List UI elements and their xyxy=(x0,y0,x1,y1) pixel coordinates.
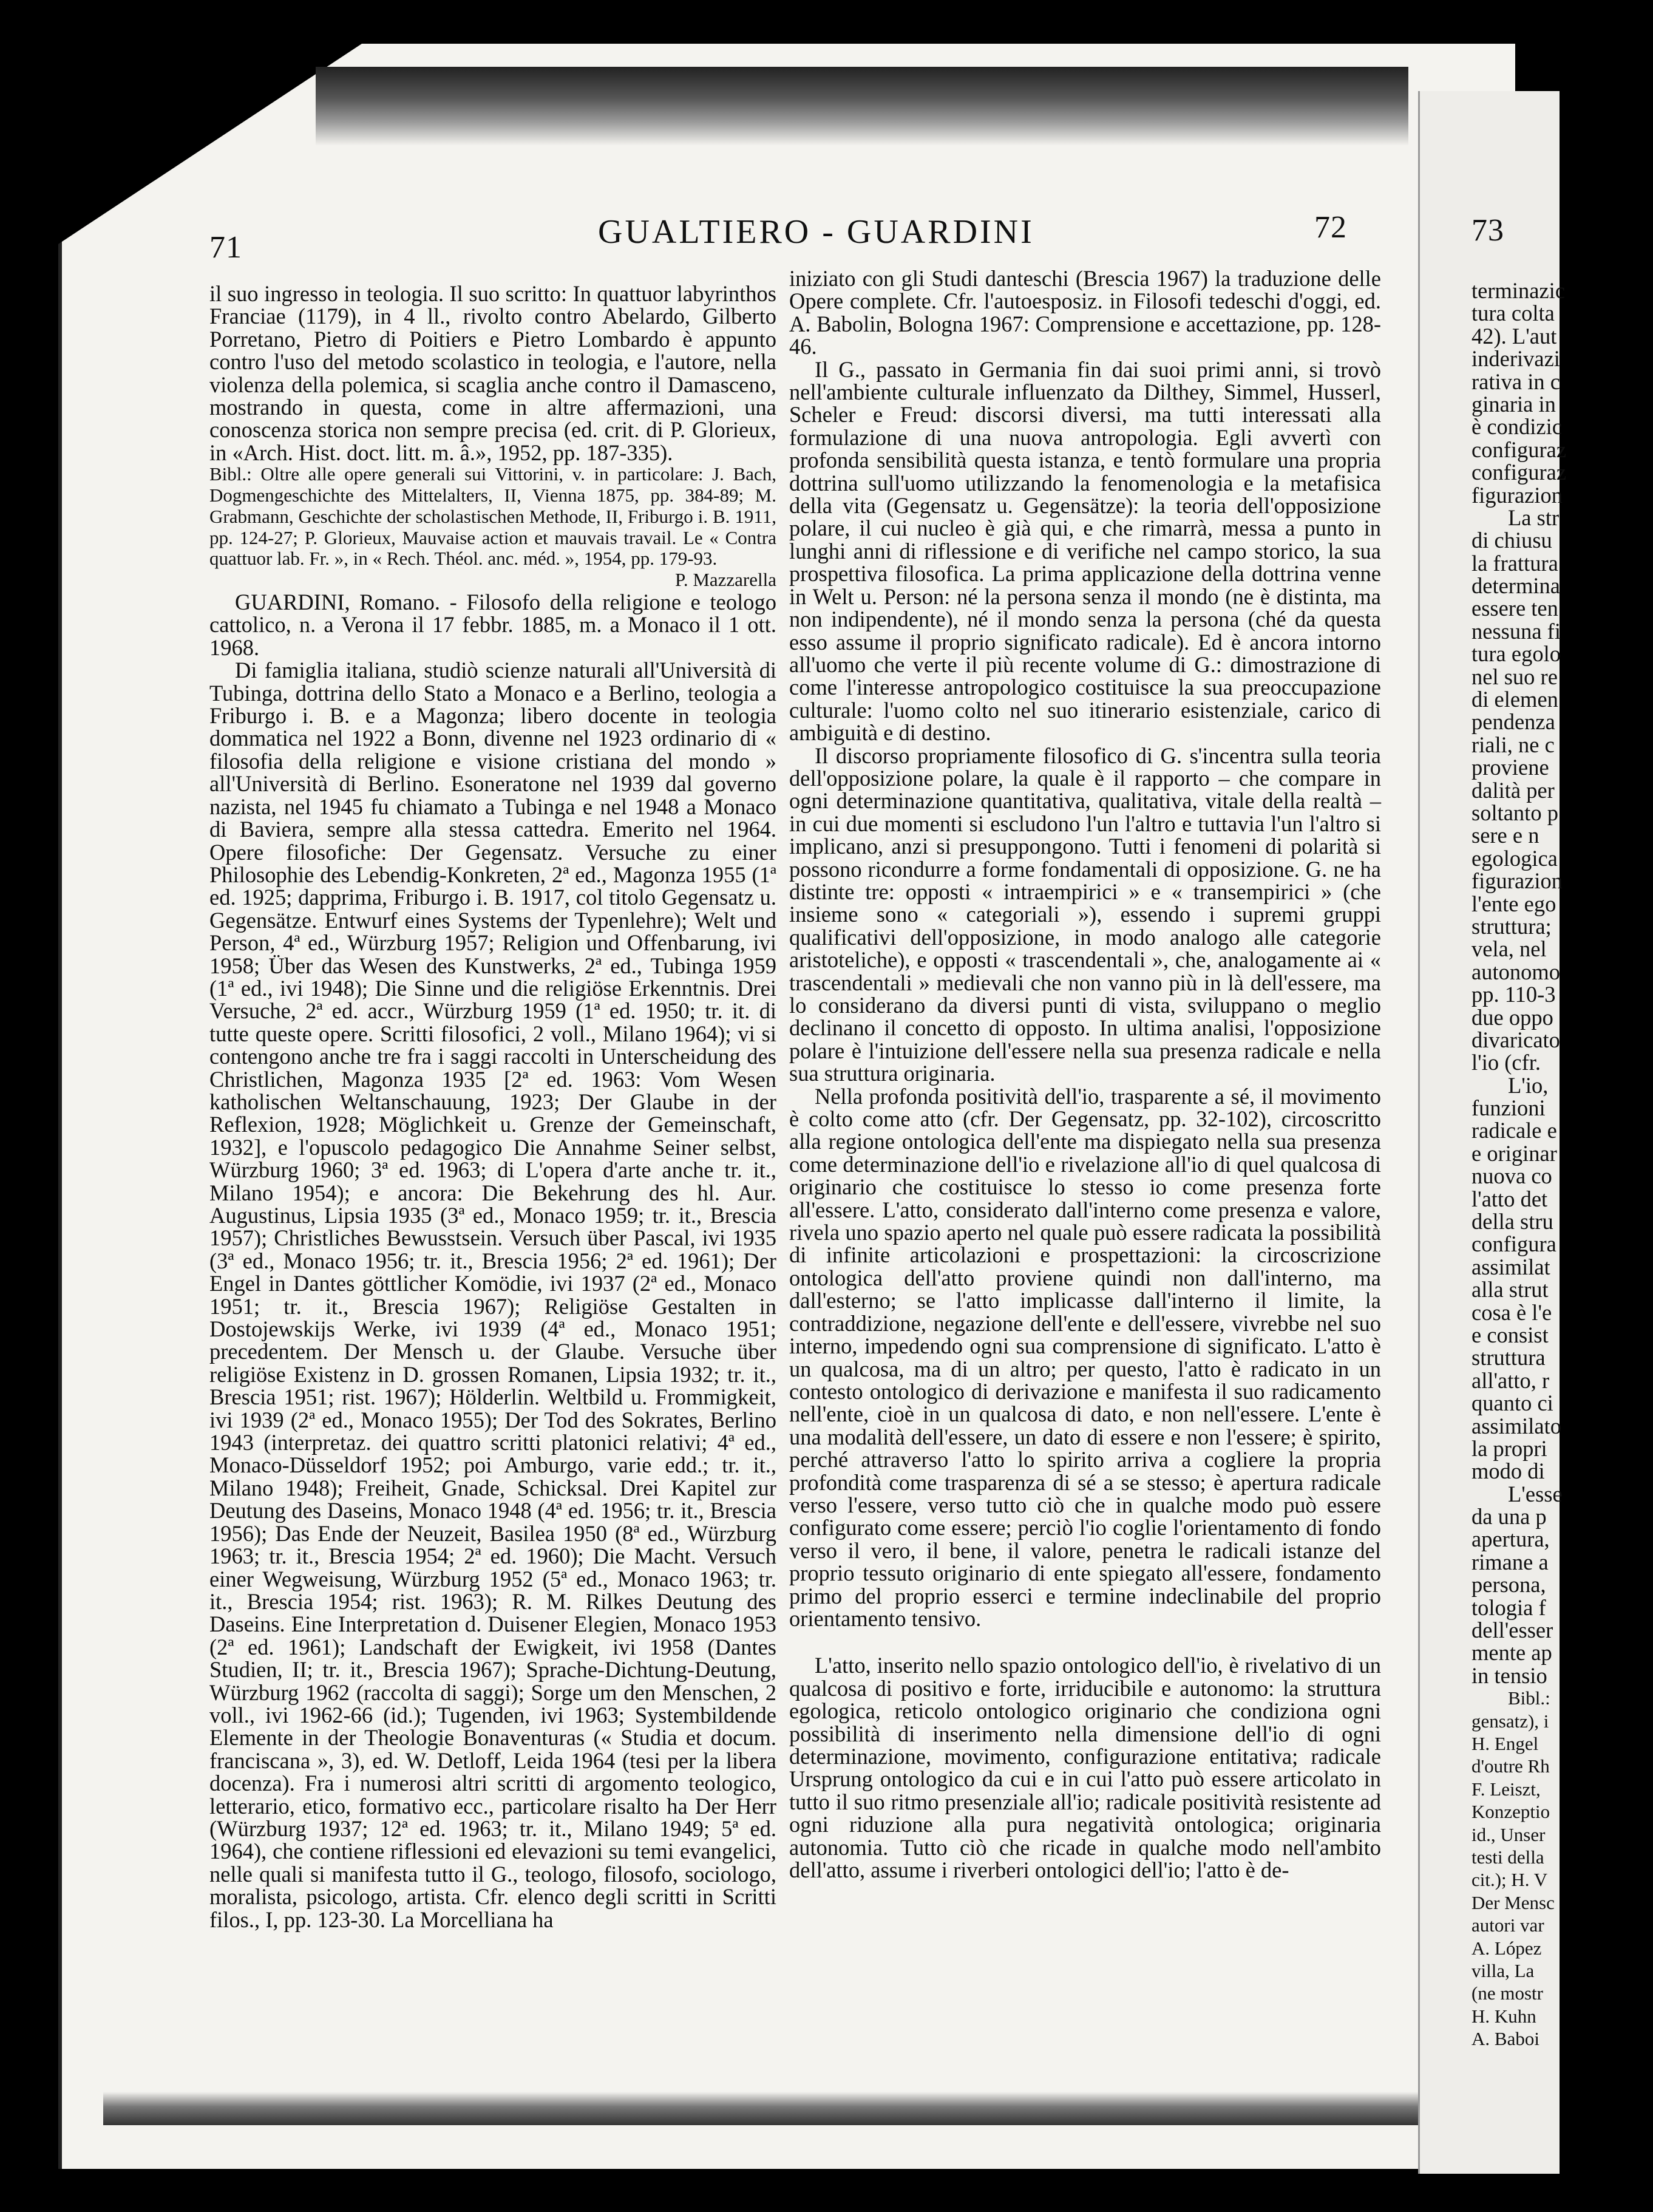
bibliography: Bibl.: Oltre alle opere generali sui Vittorini, v. in particolare: J. Bach, Dogmengeschichte des Mittelalters, II, Vienna 1875, pp. 384-89; M. Grabmann, Geschichte der scholastischen Methode, II, Friburgo i. B. 1911, pp. 124-27; P. Glorieux, Mauvaise action et mauvais travail. Le « Contra quattuor lab. Fr. », in « Rech. Théol. anc. méd. », 1954, pp. 179-93. xyxy=(209,463,776,570)
fragment-line: da una p xyxy=(1471,1504,1547,1530)
fragment-line: funzioni xyxy=(1471,1095,1546,1121)
fragment-line: nel suo re xyxy=(1471,664,1558,689)
section-gap xyxy=(789,1630,1381,1654)
fragment-line: due oppo xyxy=(1471,1004,1553,1030)
fragment-line: H. Kuhn xyxy=(1471,2005,1536,2027)
fragment-line: gensatz), i xyxy=(1471,1710,1549,1732)
fragment-line: struttura xyxy=(1471,1345,1546,1370)
fragment-line: è condizic xyxy=(1471,414,1562,440)
fragment-line: configuraz xyxy=(1471,460,1567,485)
fragment-line: egologica xyxy=(1471,845,1558,871)
fragment-line: vela, nel xyxy=(1471,936,1547,962)
fragment-line: nuova co xyxy=(1471,1163,1552,1189)
entry-heading: GUARDINI, Romano. - Filosofo della religione e teologo cattolico, n. a Verona il 17 febbr. 1885, m. a Monaco il 1 ott. 1968. xyxy=(209,590,776,660)
fragment-line: dalità per xyxy=(1471,777,1555,803)
fragment-line: (ne mostr xyxy=(1471,1982,1543,2004)
fragment-line: essere ten xyxy=(1471,596,1558,621)
fragment-line: configuraz xyxy=(1471,437,1567,462)
fragment-line: la frattura xyxy=(1471,550,1558,576)
middle-page-number: 72 xyxy=(1314,210,1347,245)
fragment-line: pendenza xyxy=(1471,709,1555,735)
fragment-line: tura egolo xyxy=(1471,641,1561,667)
fragment-line: villa, La xyxy=(1471,1959,1535,1981)
fragment-line: in tensio xyxy=(1471,1662,1547,1688)
fragment-line: modo di xyxy=(1471,1458,1545,1484)
fragment-line: Der Mensc xyxy=(1471,1891,1555,1913)
fragment-line: riali, ne c xyxy=(1471,732,1555,757)
fragment-line: pp. 110-3 xyxy=(1471,982,1556,1007)
fragment-line: di elemen xyxy=(1471,687,1558,712)
fragment-line: struttura; xyxy=(1471,913,1552,939)
fragment-line: cit.); H. V xyxy=(1471,1869,1548,1891)
fragment-line: l'io (cfr. xyxy=(1471,1050,1541,1075)
fragment-line: e consist xyxy=(1471,1322,1549,1347)
fragment-line: terminazic xyxy=(1471,278,1566,303)
fragment-line: configura xyxy=(1471,1231,1556,1257)
fragment-line: sere e n xyxy=(1471,823,1539,848)
paragraph: iniziato con gli Studi danteschi (Brescia 1967) la traduzione delle Opere complete. Cfr. l'autoesposiz. in Filosofi tedeschi d'oggi, ed. A. Babolin, Bologna 1967: Comprensione e accettazione, pp. 128-46. xyxy=(789,266,1381,359)
fragment-line: l'atto det xyxy=(1471,1186,1548,1211)
entry-continuation: il suo ingresso in teologia. Il suo scritto: In quattuor labyrinthos Franciae (1179), in 4 ll., rivolto contro Abelardo, Gilberto Porretano, Pietro di Poitiers e Pietro Lombardo è appunto contro l'uso del metodo scolastico in teologia, e l'autore, nella violenza della polemica, si scaglia anche contro il Damasceno, mostrando in questa, come in altre affermazioni, una conoscenza storica non sempre precisa (ed. crit. di P. Glorieux, in «Arch. Hist. doct. litt. m. â.», 1952, pp. 187-335). xyxy=(209,281,776,465)
fragment-line: inderivazi xyxy=(1471,346,1560,372)
fragment-line: mente ap xyxy=(1471,1640,1552,1666)
paragraph: Il discorso propriamente filosofico di G. s'incentra sulla teoria dell'opposizione polare, la quale è il rapporto – che compare in ogni determinazione quantitativa, qualitativa, vitale della realtà – in cui due momenti si escludono l'un l'altro e tuttavia l'un l'altro si implicano, anzi si presuppongono. Tutti i fenomeni di polarità si possono ricondurre a forme fondamentali di opposizione. G. ne ha distinte tre: opposti « intraempirici » e « transempirici » (che insieme sono « categoriali »), essendo i supremi gruppi qualificativi dell'opposizione, in modo analogo alle categorie aristoteliche), e opposti « trascendentali », che, analogamente ai « trascendentali » medievali che non vanno più in là dell'essere, ma lo considerano da diversi punti di vista, sviluppano o meglio declinano il concetto di opposto. In ultima analisi, l'opposizione polare è l'intuizione dell'essere nella sua presenza radicale e nella sua struttura originaria. xyxy=(789,743,1381,1086)
fragment-line: F. Leiszt, xyxy=(1471,1778,1541,1800)
page-left-edge-shadow xyxy=(58,44,62,2169)
fragment-line: La str xyxy=(1508,505,1560,530)
fragment-line: d'outre Rh xyxy=(1471,1755,1550,1777)
fragment-line: soltanto p xyxy=(1471,800,1558,825)
fragment-line: nessuna fi xyxy=(1471,618,1561,644)
fragment-line: H. Engel xyxy=(1471,1733,1539,1754)
fragment-line: A. López xyxy=(1471,1937,1542,1959)
fragment-line: tura colta xyxy=(1471,301,1555,326)
fragment-line: rativa in c xyxy=(1471,369,1560,394)
fragment-line: divaricato xyxy=(1471,1027,1560,1052)
fragment-line: testi della xyxy=(1471,1846,1544,1868)
fragment-line: autori var xyxy=(1471,1914,1544,1936)
fragment-line: la propri xyxy=(1471,1435,1547,1461)
right-column-fragment xyxy=(1471,278,1567,2050)
fragment-line: alla strut xyxy=(1471,1277,1549,1302)
fragment-line: e originar xyxy=(1471,1140,1557,1166)
fragment-line: all'atto, r xyxy=(1471,1367,1550,1393)
top-scan-shadow xyxy=(316,67,1408,146)
bottom-scan-shadow xyxy=(103,2092,1463,2125)
fragment-line: 42). L'aut xyxy=(1471,323,1557,349)
fragment-line: Bibl.: xyxy=(1508,1687,1550,1709)
author-signature: P. Mazzarella xyxy=(675,569,776,591)
fragment-line: id., Unser xyxy=(1471,1823,1546,1845)
paragraph: Il G., passato in Germania fin dai suoi primi anni, si trovò nell'ambiente culturale influenzato da Dilthey, Simmel, Husserl, Scheler e Freud: discorsi diversi, ma tutti interessati alla formulazione di una nuova antropologia. Egli avvertì con profonda sensibilità questa istanza, e tentò formulare una propria dottrina sull'uomo utilizzando la fenomenologia e la metafisica della vita (Gegensatz u. Gegensätze): la teoria dell'opposizione polare, il cui nucleo è già qui, e che rimarrà, messa a punto in lunghi anni di riflessione e di verifiche nel campo storico, la sua prospettiva filosofica. La prima applicazione della dottrina venne in Welt u. Person: né la persona senza il mondo (ne è distinta, ma non indipendente), né il mondo senza la persona (ché da questa esso assume il proprio significato radicale). Ed è ancora intorno all'uomo che verte il più recente volume di G.: dimostrazione di come l'interesse antropologico costituisce la sua preoccupazione culturale: l'uomo colto nel suo itinerario esistenziale, carico di ambiguità e di destino. xyxy=(789,356,1381,746)
fragment-line: apertura, xyxy=(1471,1526,1550,1552)
fragment-line: cosa è l'e xyxy=(1471,1299,1552,1325)
middle-text-column xyxy=(789,267,1381,1881)
paragraph: Di famiglia italiana, studiò scienze naturali all'Università di Tubinga, dottrina dello Stato a Monaco e a Berlino, teologia a Friburgo i. B. e a Magonza; libero docente in teologia dommatica nel 1922 a Bonn, divenne nel 1923 ordinario di « filosofia della religione e visione cristiana del mondo » all'Università di Berlino. Esoneratone nel 1939 dal governo nazista, nel 1945 fu chiamato a Tubinga e nel 1948 a Monaco di Baviera, sempre alla stessa cattedra. Emerito nel 1964. Opere filosofiche: Der Gegensatz. Versuche zu einer Philosophie des Lebendig-Konkreten, 2ª ed., Magonza 1955 (1ª ed. 1925; dapprima, Friburgo i. B. 1917, col titolo Gegensatz u. Gegensätze. Entwurf eines Systems der Typenlehre); Welt und Person, 4ª ed., Würzburg 1957; Religion und Offenbarung, ivi 1958; Über das Wesen des Kunstwerks, 2ª ed., Tubinga 1959 (1ª ed., ivi 1948); Die Sinne und die religiöse Erkenntnis. Drei Versuche, 2ª ed. accr., Würzburg 1959 (1ª ed. 1950; tr. it. di tutte queste opere. Scritti filosofici, 2 voll., Milano 1964); vi si contengono anche tre fra i saggi raccolti in Unterscheidung des Christlichen, Magonza 1935 [2ª ed. 1963: Vom Wesen katholischen Weltanschauung, 1923; Der Glaube in der Reflexion, 1928; Möglichkeit u. Grenze der Gemeinschaft, 1932], e l'opuscolo pedagogico Die Annahme Seiner selbst, Würzburg 1960; 3ª ed. 1963; di L'opera d'arte anche tr. it., Milano 1954); e ancora: Die Bekehrung des hl. Aur. Augustinus, Lipsia 1935 (3ª ed., Monaco 1959; tr. it., Brescia 1957); Christliches Bewusstsein. Versuch über Pascal, ivi 1935 (3ª ed., Monaco 1956; tr. it., Brescia 1956; 2ª ed. 1961); Der Engel in Dantes göttlicher Komödie, ivi 1937 (2ª ed., Monaco 1951; tr. it., Brescia 1967); Religiöse Gestalten in Dostojewskijs Werke, ivi 1939 (4ª ed., Monaco 1951; precedentem. Der Mensch u. der Glaube. Versuche über religiöse Existenz in D. grossen Romanen, Lipsia 1932; tr. it., Brescia 1951; rist. 1967); Hölderlin. Weltbild u. Frommigkeit, ivi 1939 (2ª ed., Monaco 1955); Der Tod des Sokrates, Berlino 1943 (interpretaz. dei quattro scritti platonici relativi; 4ª ed., Monaco-Düsseldorf 1952; poi Amburgo, varie edd.; tr. it., Milano 1948); Freiheit, Gnade, Schicksal. Drei Kapitel zur Deutung des Daseins, Monaco 1948 (4ª ed. 1956; tr. it., Brescia 1956); Das Ende der Neuzeit, Basilea 1950 (8ª ed., Würzburg 1963; tr. it., Brescia 1954; 2ª ed. 1960); Die Macht. Versuch einer Wegweisung, Würzburg 1952 (5ª ed., Monaco 1963; tr. it., Brescia 1954; rist. 1963); R. M. Rilkes Deutung des Daseins. Eine Interpretation d. Duisener Elegien, Monaco 1953 (2ª ed. 1961); Landschaft der Ewigkeit, ivi 1958 (Dantes Studien, II; tr. it., Brescia 1967); Sprache-Dichtung-Deutung, Würzburg 1962 (raccolta di saggi); Sorge um den Menschen, 2 voll., ivi 1962-66 (id.); Tugenden, ivi 1963; Systembildende Elemente in der Theologie Bonaventuras (« Studia et docum. franciscana », 3), ed. W. Detloff, Leida 1964 (tesi per la libera docenza). Fra i numerosi altri scritti di argomento teologico, letterario, etico, formativo ecc., particolare risalto ha Der Herr (Würzburg 1937; 12ª ed. 1963; tr. it., Milano 1949; 5ª ed. 1964), che contiene riflessioni ed elevazioni su temi evangelici, nelle quali si manifesta tutto il G., teologo, filosofo, sociologo, moralista, psicologo, artista. Cfr. elenco degli scritti in Scritti filos., I, pp. 123-30. La Morcelliana ha xyxy=(209,658,776,1932)
running-head: GUALTIERO - GUARDINI xyxy=(598,213,1034,251)
paragraph: Nella profonda positività dell'io, trasparente a sé, il movimento è colto come atto (cfr. Der Gegensatz, pp. 32-102), circoscritto alla regione ontologica dell'ente ma dispiegato nella sua presenza come determinazione dell'io e rivelazione all'io di quel qualcosa di originario che costituisce lo stesso io come presenza forte all'essere. L'atto, considerato dall'interno come presenza e valore, rivela uno spazio aperto nel quale può essere radicata la possibilità di infinite articolazioni e prospettazioni: la circoscrizione ontologica dell'atto proviene quindi non dall'interno, ma dall'esterno; se l'atto implicasse dall'interno il limite, la contraddizione, negazione dell'ente e dell'essere, vivrebbe nel suo interno, impedendo ogni sua comprensione di significato. L'atto è un qualcosa, ma di un altro; per questo, l'atto è radicato in un contesto ontologico di derivazione e manifesta il suo radicamento nell'ente, cioè in un qualcosa di dato, e non nell'essere. L'ente è una modalità dell'essere, un dato di essere e non l'essere; è spirito, perché attraverso l'atto lo spirito arriva a cogliere la propria profondità come trasparenza di sé a se stesso; è apertura radicale verso l'essere, verso tutto ciò che in qualche modo può essere configurato come essere; perciò l'io coglie l'orientamento di fondo verso il vero, il bene, il valore, penetra le radicali istanze del proprio tessuto originario di ente spiegato all'essere, fondamento primo del proprio esserci e termine indeclinabile del proprio orientamento tensivo. xyxy=(789,1083,1381,1631)
fragment-line: radicale e xyxy=(1471,1118,1557,1143)
left-page-number: 71 xyxy=(209,230,242,265)
right-page-number: 73 xyxy=(1471,213,1504,248)
fragment-line: della stru xyxy=(1471,1209,1553,1234)
fragment-line: L'io, xyxy=(1508,1072,1549,1098)
left-text-column xyxy=(209,282,776,1931)
fragment-line: determina xyxy=(1471,573,1560,599)
fragment-line: rimane a xyxy=(1471,1549,1549,1574)
fragment-line: tologia f xyxy=(1471,1594,1546,1620)
fragment-line: persona, xyxy=(1471,1572,1546,1598)
fragment-line: dell'esser xyxy=(1471,1618,1553,1643)
fragment-line: quanto ci xyxy=(1471,1390,1553,1416)
fragment-line: di chiusu xyxy=(1471,528,1552,553)
fragment-line: assimilat xyxy=(1471,1254,1550,1279)
fragment-line: autonomo xyxy=(1471,959,1560,984)
fragment-line: Konzeptio xyxy=(1471,1801,1550,1823)
fragment-line: L'esse xyxy=(1508,1481,1563,1506)
fragment-line: proviene xyxy=(1471,755,1549,780)
fragment-line: figurazion xyxy=(1471,482,1563,508)
paragraph: L'atto, inserito nello spazio ontologico dell'io, è rivelativo di un qualcosa di positivo e forte, irriducibile e autonomo: la struttura egologica, reticolo ontologico originario che condiziona ogni possibilità di inserimento nella dimensione dell'io di ogni determinazione, movimento, configurazione entitativa; radicale Ursprung ontologico da cui e in cui l'atto può essere articolato in tutto il suo ritmo presenziale all'io; radicale positività resistente ad ogni riduzione alla pura negatività ontologica; originaria autonomia. Tutto ciò che ricade in qualche modo nell'ambito dell'atto, assume i riverberi ontologici dell'io; l'atto è de- xyxy=(789,1653,1381,1883)
fragment-line: A. Baboi xyxy=(1471,2028,1539,2050)
fragment-line: l'ente ego xyxy=(1471,891,1556,916)
fragment-line: assimilato xyxy=(1471,1413,1562,1438)
fragment-line: figurazion xyxy=(1471,868,1563,894)
fragment-line: ginaria in xyxy=(1471,391,1556,417)
